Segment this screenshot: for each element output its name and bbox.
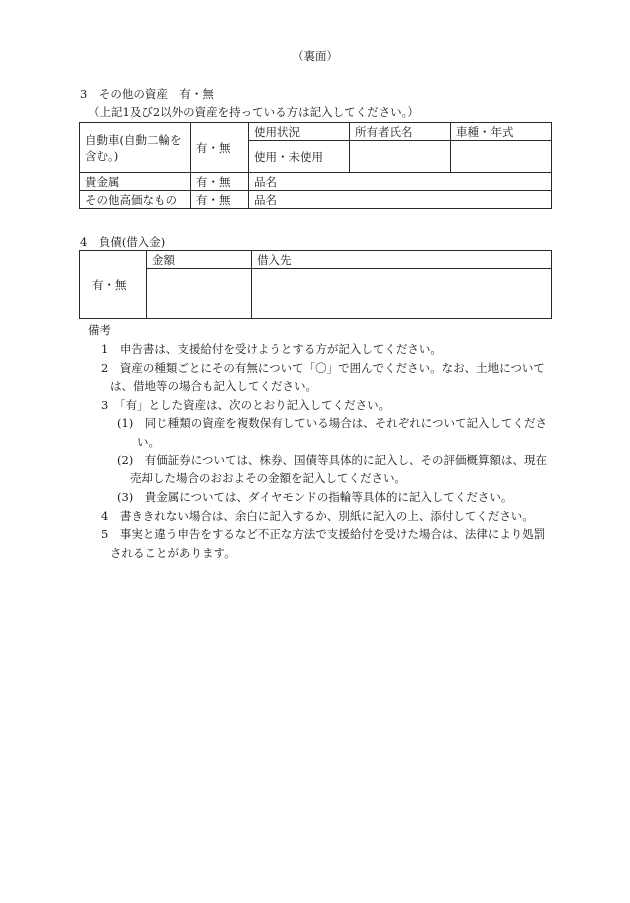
other-assets-table xyxy=(79,122,552,209)
car-label-cell xyxy=(80,123,191,173)
debt-yesno[interactable]: 有・無 xyxy=(80,251,147,319)
amount-header: 金額 xyxy=(147,251,252,269)
remark-line-10: 4 書ききれない場合は、余白に記入するか、別紙に記入の上、添付してください。 xyxy=(101,509,534,523)
precious-item[interactable]: 品名 xyxy=(249,173,552,191)
precious-label: 貴金属 xyxy=(80,173,191,191)
remark-line-4: 3 「有」とした資産は、次のとおり記入してください。 xyxy=(101,398,391,412)
remark-line-12: されることがあります。 xyxy=(110,546,236,560)
remark-line-9: (3) 貴金属については、ダイヤモンドの指輪等具体的に記入してください。 xyxy=(117,490,513,504)
remark-line-3: は、借地等の場合も記入してください。 xyxy=(110,379,317,393)
section3-heading: 3 その他の資産 有・無 xyxy=(80,87,214,101)
owner-value[interactable] xyxy=(350,141,451,173)
remark-line-5: (1) 同じ種類の資産を複数保有している場合は、それぞれについて記入してくださ xyxy=(117,416,548,430)
section3-note: （上記1及び2以外の資産を持っている方は記入してください。） xyxy=(88,105,419,119)
remark-line-8: 売却した場合のおおよその金額を記入してください。 xyxy=(130,471,406,485)
remark-line-1: 1 申告書は、支援給付を受けようとする方が記入してください。 xyxy=(101,342,442,356)
car-label-line1: 自動車(自動二輪を xyxy=(85,132,182,147)
owner-header: 所有者氏名 xyxy=(350,123,451,141)
remark-line-2: 2 資産の種類ごとにその有無について「〇」で囲んでください。なお、土地について xyxy=(101,361,545,375)
precious-yesno[interactable]: 有・無 xyxy=(191,173,249,191)
model-header: 車種・年式 xyxy=(451,123,552,141)
car-label-line2: 含む。) xyxy=(85,148,119,163)
remark-line-11: 5 事実と違う申告をするなど不正な方法で支援給付を受けた場合は、法律により処罰 xyxy=(101,527,546,541)
car-yesno[interactable]: 有・無 xyxy=(191,123,249,173)
remark-line-7: (2) 有価証券については、株券、国債等具体的に記入し、その評価概算額は、現在 xyxy=(117,453,548,467)
section4-heading: 4 負債(借入金) xyxy=(80,235,166,249)
page-title: （裏面） xyxy=(292,49,338,63)
lender-value[interactable] xyxy=(252,269,552,319)
remarks-title: 備考 xyxy=(88,323,111,337)
other-item[interactable]: 品名 xyxy=(249,191,552,209)
lender-header: 借入先 xyxy=(252,251,552,269)
other-label: その他高価なもの xyxy=(80,191,191,209)
usage-header: 使用状況 xyxy=(249,123,350,141)
other-yesno[interactable]: 有・無 xyxy=(191,191,249,209)
model-value[interactable] xyxy=(451,141,552,173)
usage-value[interactable]: 使用・未使用 xyxy=(249,141,350,173)
remark-line-6: い。 xyxy=(137,435,160,449)
debt-table xyxy=(79,250,552,319)
amount-value[interactable] xyxy=(147,269,252,319)
